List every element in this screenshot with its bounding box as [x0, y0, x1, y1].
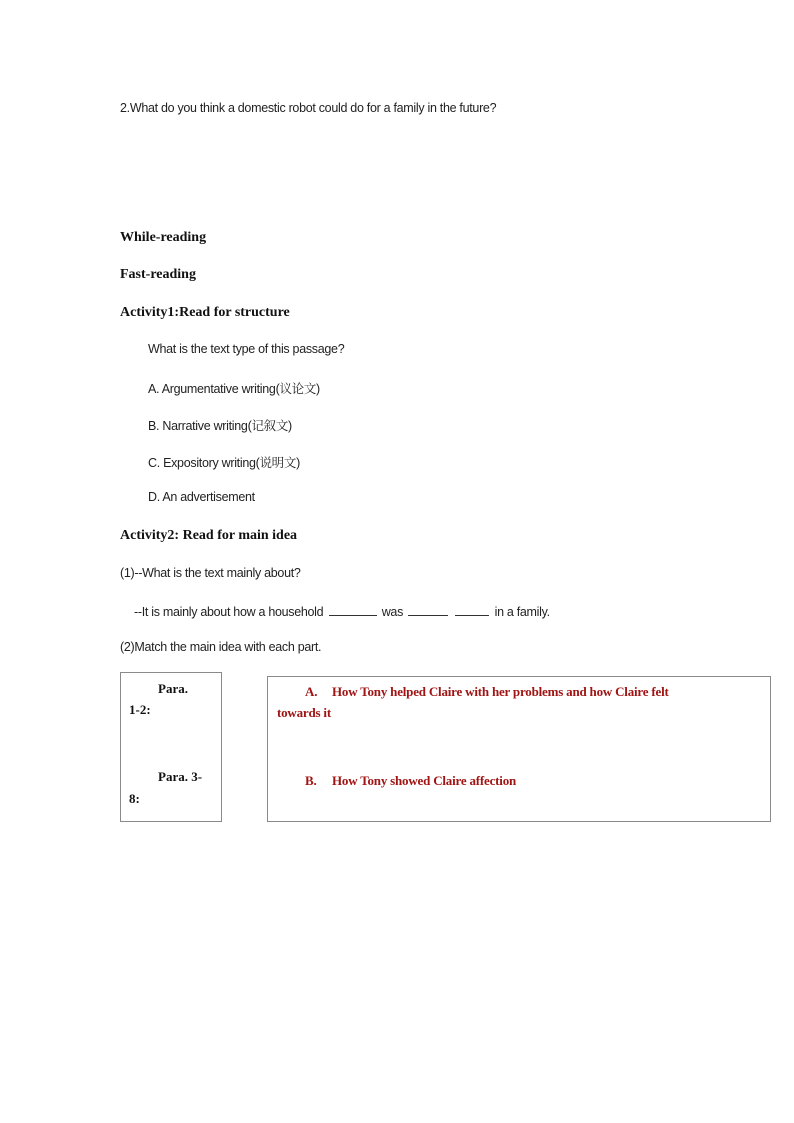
idea-a-letter: A. [305, 684, 318, 699]
answer-text-2: was [381, 605, 404, 619]
idea-b-line1 [305, 773, 516, 789]
option-a: A. Argumentative writing(议论文) [148, 382, 320, 396]
question-2: 2.What do you think a domestic robot could do for a family in the future? [120, 101, 497, 115]
subheading-fast-reading: Fast-reading [120, 267, 196, 282]
idea-a-line1 [305, 684, 669, 700]
answer-text-1: --It is mainly about how a household [134, 605, 324, 619]
activity1-question: What is the text type of this passage? [148, 342, 345, 356]
section-heading-while-reading: While-reading [120, 230, 207, 245]
para-1-label-line1: Para. [158, 681, 188, 696]
para-2-label-line1: Para. 3- [158, 769, 203, 784]
activity2-title: Activity2: Read for main idea [120, 528, 298, 543]
option-b: B. Narrative writing(记叙文) [148, 419, 292, 433]
para-box [120, 672, 222, 822]
ideas-box [267, 676, 771, 822]
answer-text-3: in a family. [494, 605, 550, 619]
activity2-answer-line [134, 603, 550, 619]
activity1-title: Activity1:Read for structure [120, 305, 290, 320]
answer-blank-3[interactable] [455, 603, 489, 616]
option-d: D. An advertisement [148, 490, 255, 504]
activity2-question-2: (2)Match the main idea with each part. [120, 640, 322, 654]
idea-b-text: How Tony showed Claire affection [332, 773, 517, 788]
para-2-label-line2: 8: [129, 791, 140, 806]
answer-blank-1[interactable] [329, 603, 377, 616]
idea-a-line2: towards it [277, 705, 331, 720]
idea-b-letter: B. [305, 773, 317, 788]
para-1-label-line2: 1-2: [129, 702, 151, 717]
answer-blank-2[interactable] [408, 603, 448, 616]
activity2-question-1: (1)--What is the text mainly about? [120, 566, 301, 580]
idea-a-text: How Tony helped Claire with her problems and how Claire felt [332, 684, 669, 699]
option-c: C. Expository writing(说明文) [148, 456, 300, 470]
